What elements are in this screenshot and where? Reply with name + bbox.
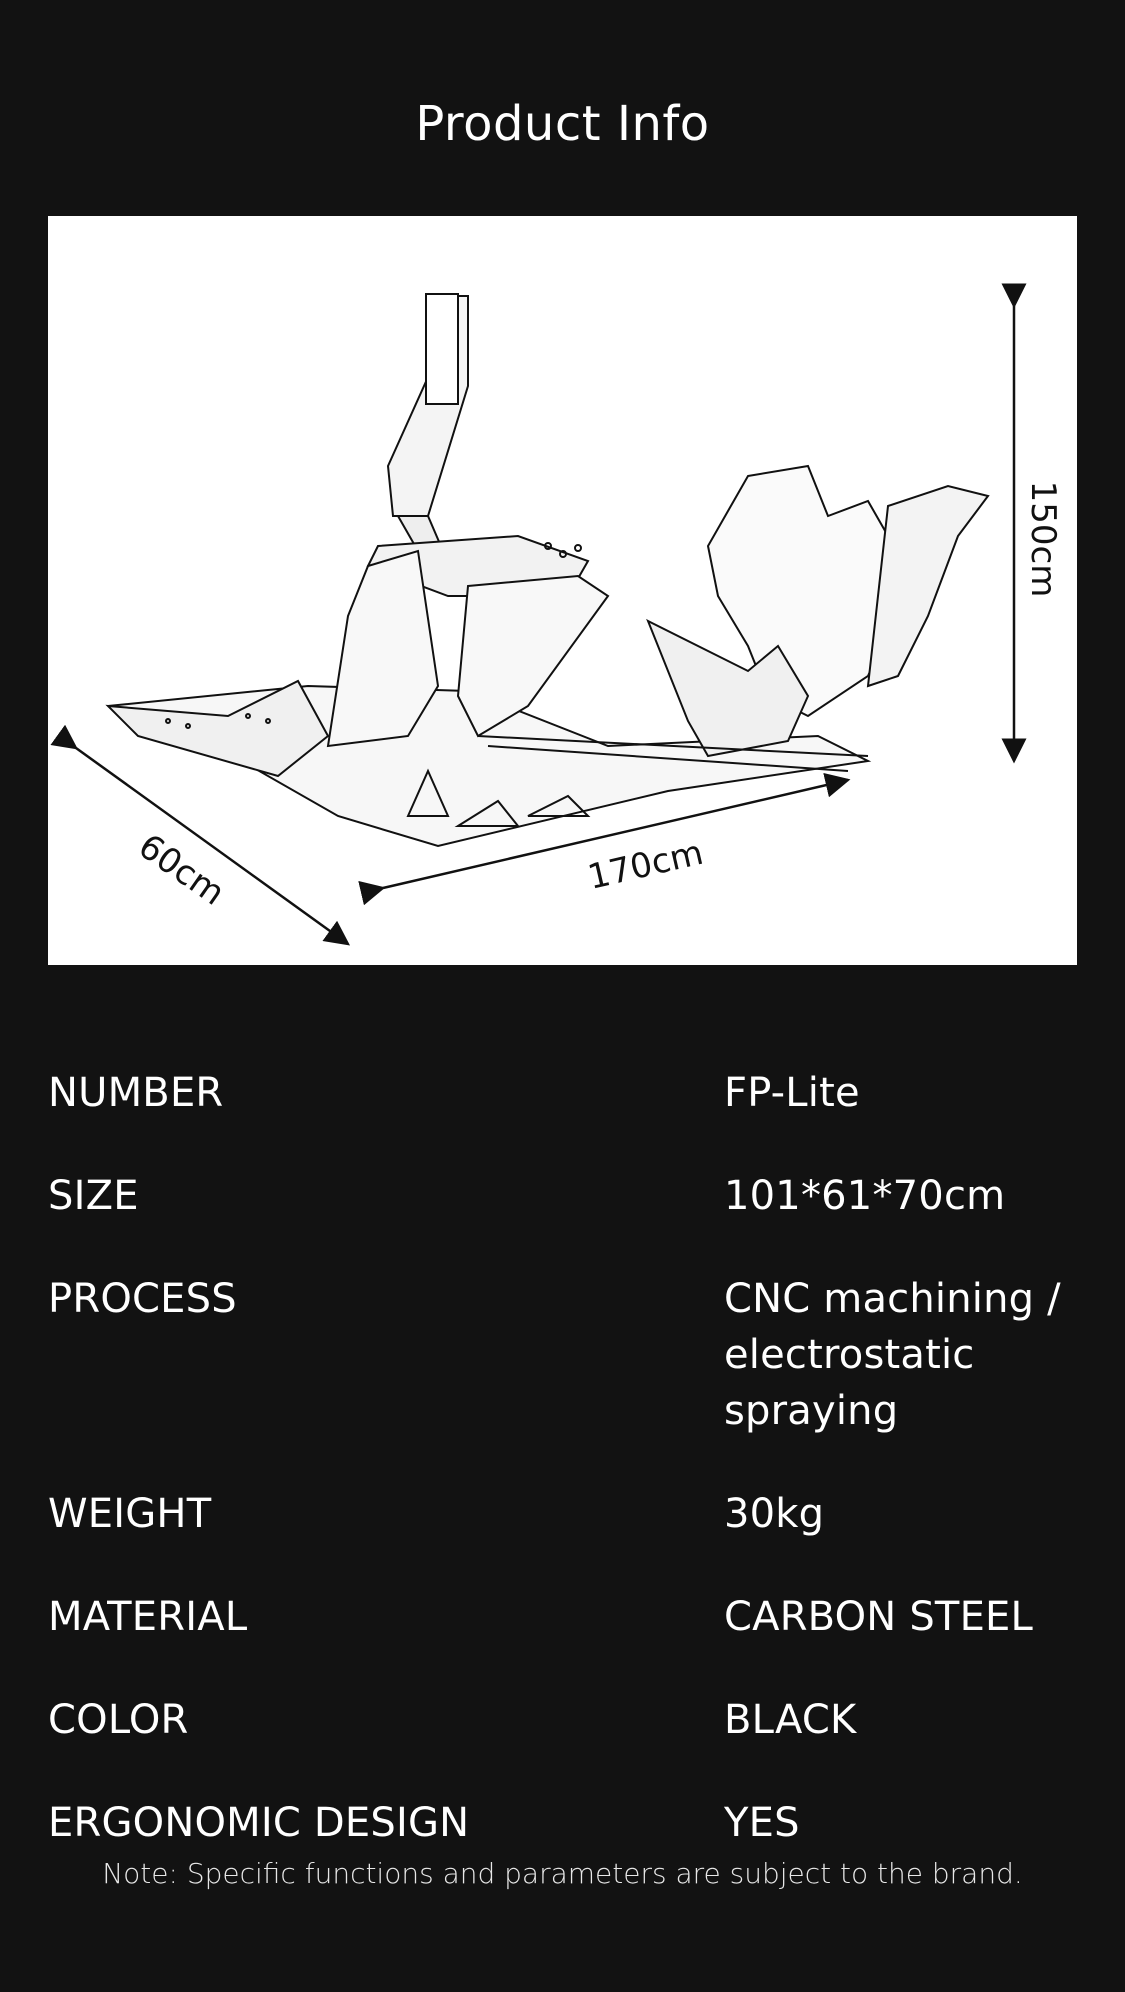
- height-label: 150cm: [1023, 480, 1063, 598]
- spec-value: 30kg: [724, 1491, 825, 1537]
- dimension-drawing: [48, 216, 1077, 965]
- product-diagram: [48, 216, 1077, 965]
- footer-note: Note: Specific functions and parameters are subject to the brand.: [102, 1857, 1023, 1890]
- spec-value: 101*61*70cm: [724, 1173, 1006, 1219]
- spec-row-process: [48, 1271, 1077, 1439]
- spec-label: ERGONOMIC DESIGN: [48, 1800, 470, 1846]
- spec-label: MATERIAL: [48, 1594, 248, 1640]
- width-label: 60cm: [130, 826, 232, 914]
- spec-row-ergonomic-design: [48, 1795, 1077, 1851]
- spec-value: BLACK: [724, 1697, 857, 1743]
- spec-row-number: [48, 1065, 1077, 1121]
- spec-label: NUMBER: [48, 1070, 224, 1116]
- spec-row-color: [48, 1692, 1077, 1748]
- spec-value: CARBON STEEL: [724, 1594, 1034, 1640]
- spec-label: COLOR: [48, 1697, 189, 1743]
- spec-row-material: [48, 1589, 1077, 1645]
- spec-row-weight: [48, 1486, 1077, 1542]
- spec-table: [48, 1065, 1077, 1898]
- page-title: Product Info: [415, 96, 710, 152]
- spec-value: FP-Lite: [724, 1070, 860, 1116]
- spec-label: WEIGHT: [48, 1491, 212, 1537]
- spec-row-size: [48, 1168, 1077, 1224]
- spec-label: SIZE: [48, 1173, 139, 1219]
- length-label: 170cm: [584, 832, 707, 898]
- spec-value: CNC machining / electrostatic spraying: [724, 1276, 1061, 1434]
- rig-line-art: [108, 294, 988, 846]
- spec-value: YES: [724, 1800, 800, 1846]
- spec-label: PROCESS: [48, 1276, 237, 1322]
